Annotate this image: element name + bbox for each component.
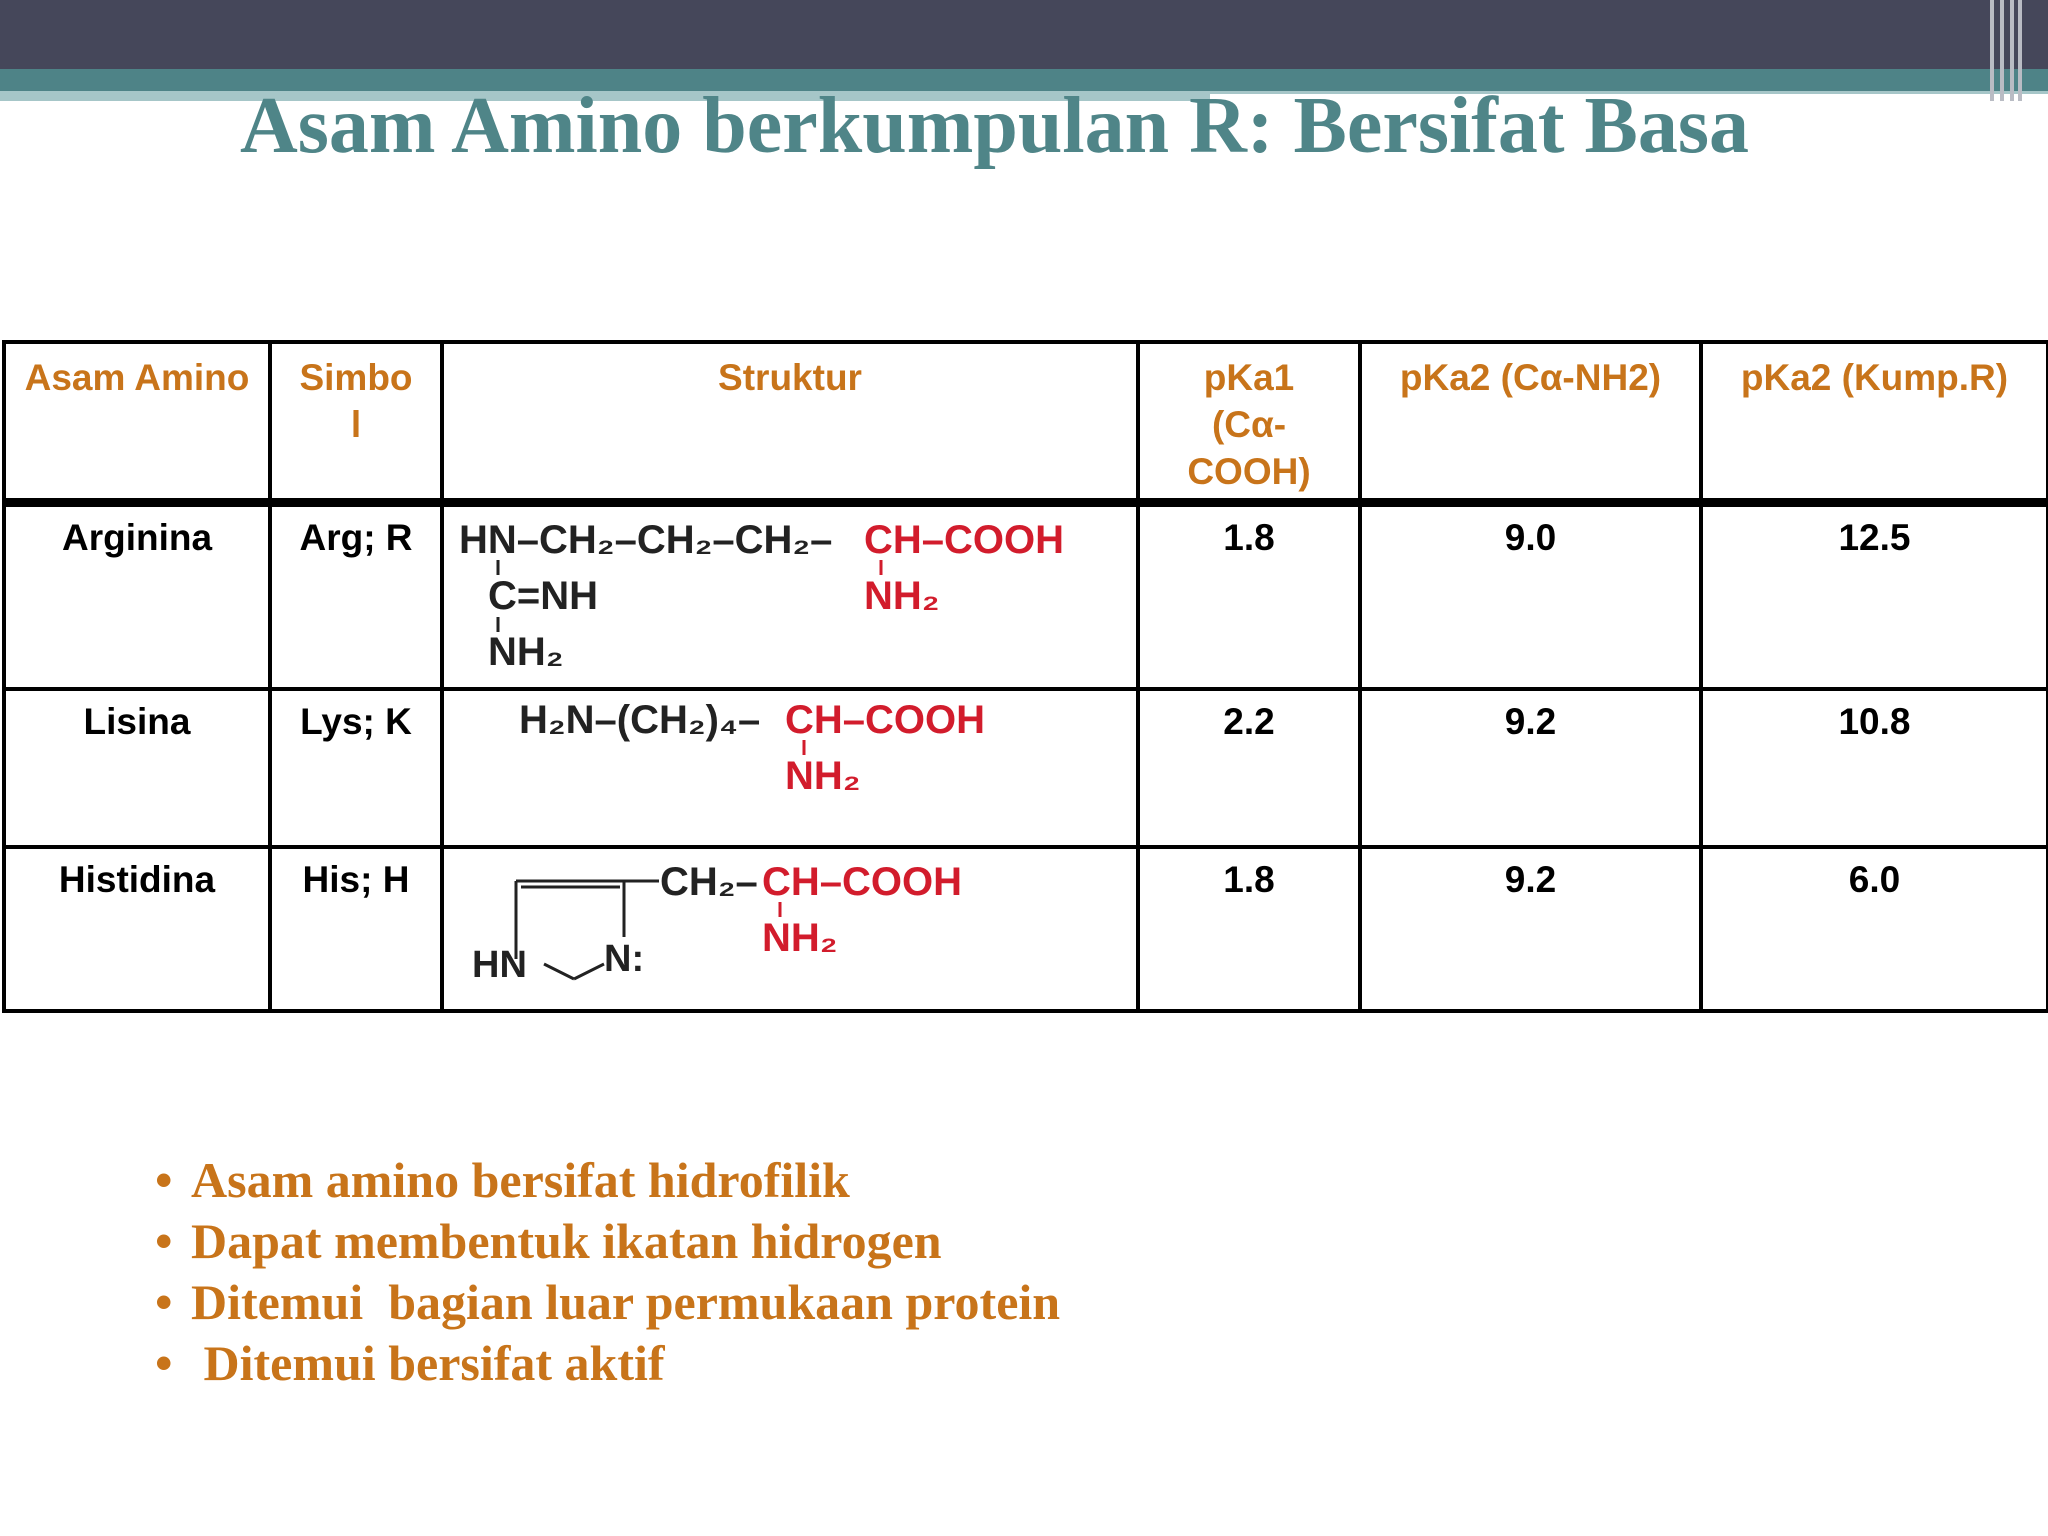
cell-pka1: 1.8 xyxy=(1138,847,1360,1011)
bullet-text: Ditemui bagian luar permukaan protein xyxy=(191,1274,1061,1330)
header-pka2-nh2: pKa2 (Cα-NH2) xyxy=(1360,342,1701,502)
list-item xyxy=(155,1333,1060,1394)
cell-symbol: Arg; R xyxy=(270,502,442,689)
header-pka2-r: pKa2 (Kump.R) xyxy=(1701,342,2048,502)
bullet-dot: • xyxy=(155,1152,173,1208)
formula-alpha-group: CH–COOH xyxy=(864,517,1065,562)
cell-pkar: 10.8 xyxy=(1701,689,2048,847)
formula-chain: HN–CH₂–CH₂–CH₂– xyxy=(459,517,833,562)
cell-name: Histidina xyxy=(4,847,270,1011)
cell-pkar: 6.0 xyxy=(1701,847,2048,1011)
bullet-text: Dapat membentuk ikatan hidrogen xyxy=(191,1213,942,1269)
header-dark-band xyxy=(0,0,2048,69)
cell-name: Lisina xyxy=(4,689,270,847)
cell-pka2: 9.2 xyxy=(1360,689,1701,847)
header-pka1: pKa1 (Cα-COOH) xyxy=(1138,342,1360,502)
bullet-text: Ditemui bersifat aktif xyxy=(191,1335,665,1391)
formula-alpha-group: CH–COOH xyxy=(785,697,986,742)
cell-pka1: 2.2 xyxy=(1138,689,1360,847)
formula-guanidino: C=NH xyxy=(488,573,599,618)
bullet-dot: • xyxy=(155,1213,173,1269)
formula-amino-group: NH₂ xyxy=(864,573,940,618)
formula-chain: CH₂– xyxy=(660,859,758,904)
ring-n-label: N: xyxy=(604,937,645,980)
bullet-list xyxy=(155,1150,1060,1394)
cell-structure xyxy=(442,502,1138,689)
cell-pka2: 9.2 xyxy=(1360,847,1701,1011)
lysine-structure xyxy=(444,691,1132,841)
cell-pkar: 12.5 xyxy=(1701,502,2048,689)
arginine-structure xyxy=(444,507,1132,687)
bullet-dot: • xyxy=(155,1335,173,1391)
header-asam-amino: Asam Amino xyxy=(4,342,270,502)
ring-bond xyxy=(516,881,624,937)
bullet-dot: • xyxy=(155,1274,173,1330)
histidine-structure xyxy=(444,849,1132,1005)
cell-symbol: Lys; K xyxy=(270,689,442,847)
formula-amino-group: NH₂ xyxy=(785,753,861,798)
amino-acid-table xyxy=(2,340,2048,1013)
cell-symbol: His; H xyxy=(270,847,442,1011)
formula-amino-group: NH₂ xyxy=(762,915,838,960)
ring-bond xyxy=(544,964,574,979)
header-struktur: Struktur xyxy=(442,342,1138,502)
cell-name: Arginina xyxy=(4,502,270,689)
cell-pka1: 1.8 xyxy=(1138,502,1360,689)
formula-nh2: NH₂ xyxy=(488,629,564,674)
table-row xyxy=(4,502,2048,689)
cell-structure xyxy=(442,689,1138,847)
formula-chain: H₂N–(CH₂)₄– xyxy=(519,697,761,742)
ring-hn-label: HN xyxy=(472,943,527,986)
list-item xyxy=(155,1211,1060,1272)
header-simbol: Simbo l xyxy=(270,342,442,502)
list-item xyxy=(155,1272,1060,1333)
ring-bond xyxy=(574,964,604,979)
cell-pka2: 9.0 xyxy=(1360,502,1701,689)
bullet-text: Asam amino bersifat hidrofilik xyxy=(191,1152,850,1208)
formula-alpha-group: CH–COOH xyxy=(762,859,963,904)
table-row xyxy=(4,689,2048,847)
cell-structure xyxy=(442,847,1138,1011)
list-item xyxy=(155,1150,1060,1211)
slide-title: Asam Amino berkumpulan R: Bersifat Basa xyxy=(240,82,1750,170)
table-row xyxy=(4,847,2048,1011)
table-header-row xyxy=(4,342,2048,502)
